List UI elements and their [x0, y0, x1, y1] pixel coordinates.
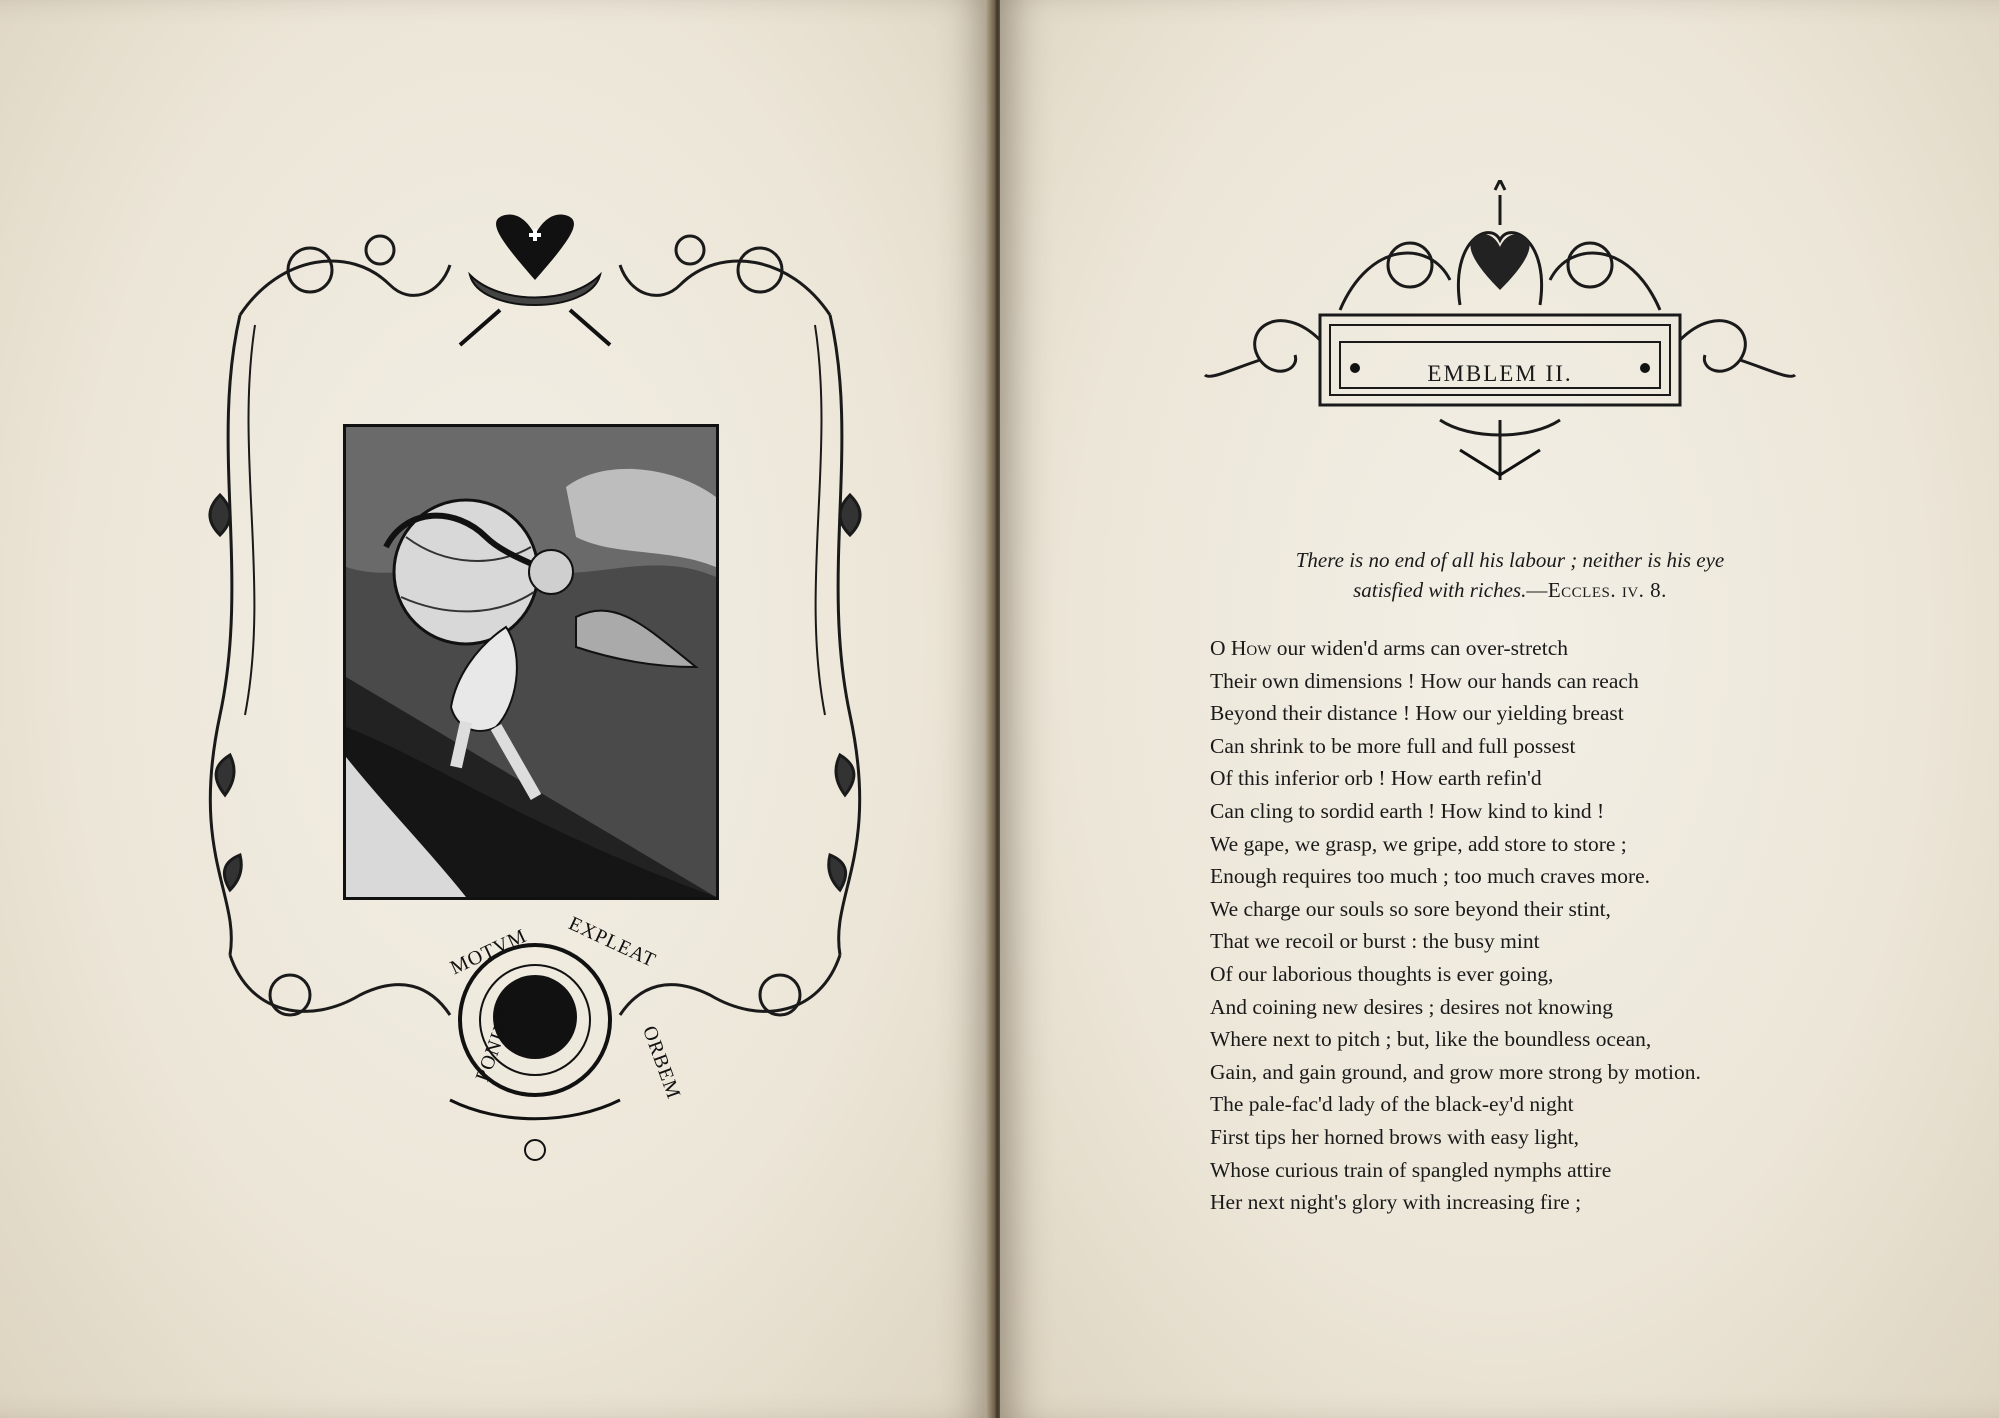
poem-line: Gain, and gain ground, and grow more strong by motion. [1210, 1059, 1701, 1084]
cherub-globe-engraving [346, 427, 716, 897]
engraving-plate [343, 424, 719, 900]
emblem-title-cartouche [1200, 180, 1800, 485]
epigraph [1190, 545, 1830, 605]
epigraph-text: satisfied with riches. [1353, 578, 1527, 602]
poem-line: We gape, we grasp, we gripe, add store to store ; [1210, 831, 1627, 856]
heart-emblem-icon [460, 215, 610, 345]
poem-line: And coining new desires ; desires not knowing [1210, 994, 1614, 1019]
poem-line: Of our laborious thoughts is ever going, [1210, 961, 1554, 986]
motto-word: ORBEM [638, 1023, 685, 1103]
motto-medallion-icon [450, 945, 620, 1160]
poem-line: Her next night's glory with increasing fire ; [1210, 1190, 1582, 1215]
scripture-reference: —Eccles. iv. 8. [1526, 578, 1667, 602]
poem-line: We charge our souls so sore beyond their stint, [1210, 896, 1611, 921]
poem-line: Where next to pitch ; but, like the boundless ocean, [1210, 1027, 1652, 1052]
poem-line: Of this inferior orb ! How earth refin'd [1210, 766, 1542, 791]
poem-line: The pale-fac'd lady of the black-ey'd night [1210, 1092, 1574, 1117]
poem-line [1210, 632, 1870, 665]
poem-line-text: our widen'd arms can over-stretch [1271, 636, 1568, 660]
epigraph-line [1190, 575, 1830, 605]
motto-word: EXPLEAT [565, 912, 660, 973]
poem-line: Can cling to sordid earth ! How kind to kind ! [1210, 798, 1605, 823]
poem-line: Enough requires too much ; too much craves more. [1210, 864, 1651, 889]
poem-line: First tips her horned brows with easy light, [1210, 1124, 1580, 1149]
poem-line: Whose curious train of spangled nymphs attire [1210, 1157, 1612, 1182]
poem-line: Can shrink to be more full and full possest [1210, 733, 1576, 758]
motto-word: MOTVM [446, 924, 531, 980]
emblem-heading: EMBLEM II. [1427, 361, 1573, 386]
poem-line: Their own dimensions ! How our hands can reach [1210, 668, 1639, 693]
motto-word: PONIET [471, 1004, 519, 1085]
epigraph-line: There is no end of all his labour ; neither is his eye [1295, 548, 1725, 572]
poem-body [1210, 632, 1870, 1219]
poem-line: That we recoil or burst : the busy mint [1210, 929, 1540, 954]
poem-line: Beyond their distance ! How our yielding breast [1210, 701, 1624, 726]
poem-opening-words: O How [1210, 636, 1272, 660]
